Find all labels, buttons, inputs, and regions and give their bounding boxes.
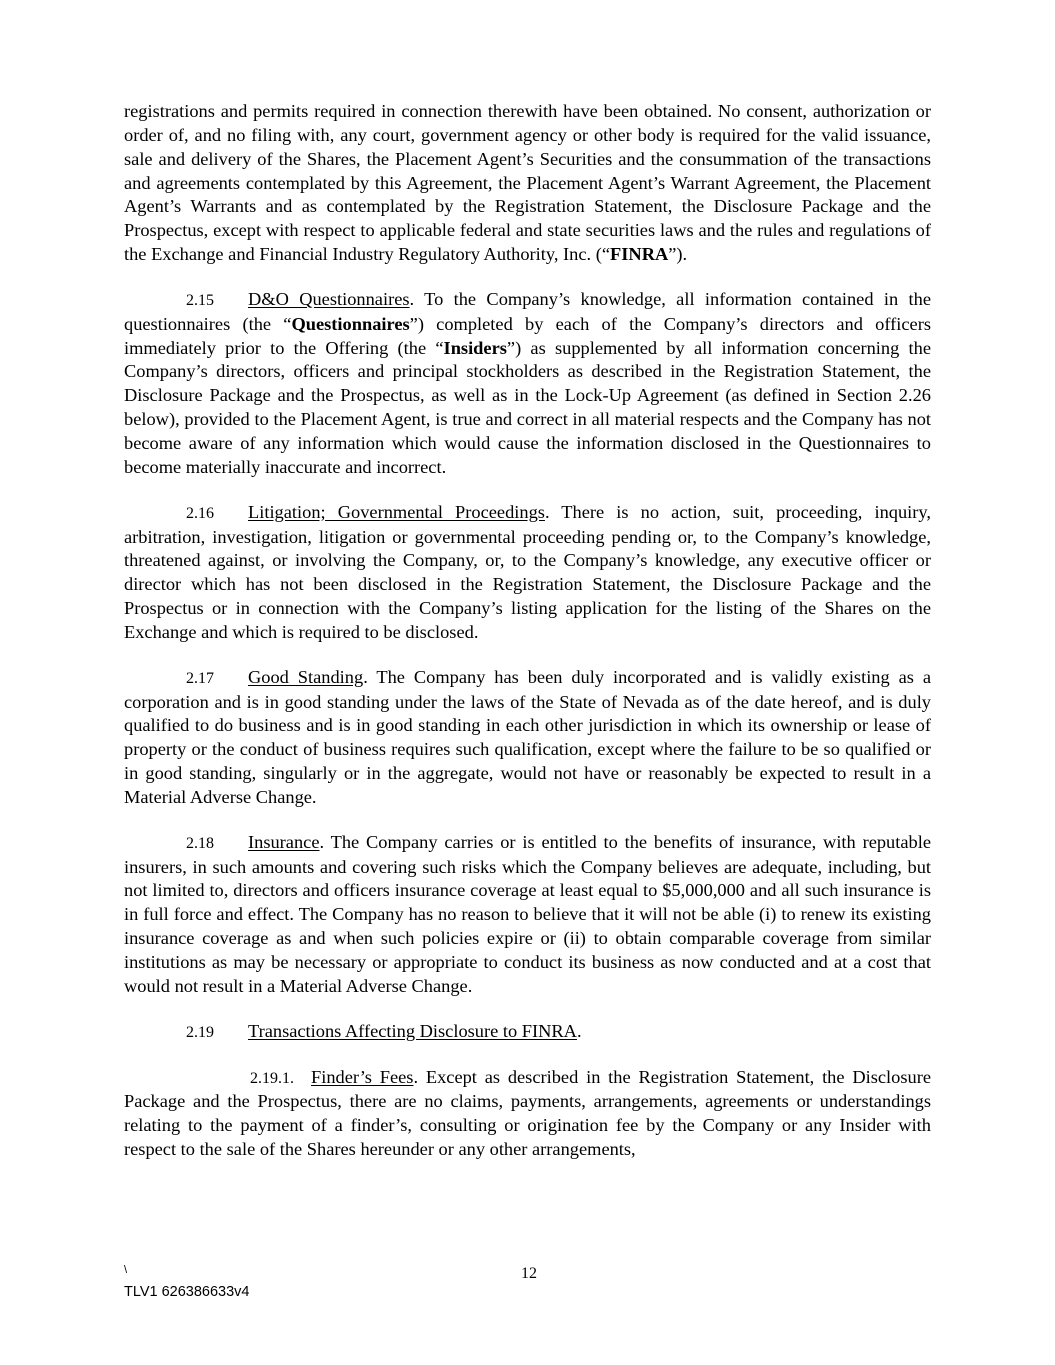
section-2-17	[124, 666, 931, 810]
section-number: 2.15	[186, 291, 214, 309]
section-heading: Insurance	[248, 831, 320, 852]
section-heading: Good Standing	[248, 666, 364, 687]
section-2-16	[124, 501, 931, 645]
paragraph-text: . There is no action, suit, proceeding, inquiry, arbitration, investigation, litigation or governmental proceeding pending or, to the Company’s knowledge, threatened against, or involving the Company, or, to the Company’s knowledge, any executive officer or director which has not been disclosed in the Registration Statement, the Disclosure Package and the Prospectus or in connection with the Company’s listing application for the listing of the Shares on the Exchange and which is required to be disclosed.	[124, 501, 931, 642]
page-number: 12	[521, 1265, 537, 1282]
paragraph-text: ”) as supplemented by all information concerning the Company’s directors, officers and principal stockholders as described in the Registration Statement, the Disclosure Package and the Prospectus, as well as in the Lock-Up Agreement (as defined in Section 2.26 below), provided to the Placement Agent, is true and correct in all material respects and the Company has not become aware of any information which would cause the information disclosed in the Questionnaires to become materially inaccurate and incorrect.	[124, 337, 931, 477]
paragraph-text: ”) completed by each of the Company’s directors and officers immediately prior to the Offering (the “	[124, 313, 931, 358]
document-id: TLV1 626386633v4	[124, 1284, 250, 1300]
paragraph-text: . The Company carries or is entitled to the benefits of insurance, with reputable insurers, in such amounts and covering such risks which the Company believes are adequate, including, but not limited to, directors and officers insurance coverage at least equal to $5,000,000 and all such insurance is in full force and effect. The Company has no reason to believe that it will not be able (i) to renew its existing insurance coverage as and when such policies expire or (ii) to obtain comparable coverage from similar institutions as may be necessary or appropriate to conduct its business as now conducted and at a cost that would not result in a Material Adverse Change.	[124, 831, 931, 996]
paragraph	[124, 100, 931, 267]
paragraph-text: . To the Company’s knowledge, all information contained in the questionnaires (the “	[124, 288, 931, 334]
defined-term: FINRA	[610, 244, 669, 265]
section-heading: D&O Questionnaires	[248, 288, 410, 309]
document-body	[124, 100, 931, 1183]
paragraph-text: . The Company has been duly incorporated and is validly existing as a corporation and is in good standing under the laws of the State of Nevada as of the date hereof, and is duly qualified to do business and is in good standing in each other jurisdiction in which its ownership or lease of property or the conduct of business requires such qualification, except where the failure to be so qualified or in good standing, singularly or in the aggregate, would not have or reasonably be expected to result in a Material Adverse Change.	[124, 666, 932, 807]
paragraph-text: .	[576, 1020, 582, 1041]
paragraph-text: ”).	[668, 244, 688, 265]
section-2-19-1	[124, 1066, 931, 1162]
footer-mark: \	[124, 1264, 128, 1276]
defined-term: Insiders	[443, 337, 507, 358]
paragraph-text: . Except as described in the Registration Statement, the Disclosure Package and the Prospectus, there are no claims, payments, arrangements, agreements or understandings relating to the payment of a finder’s, consulting or origination fee by the Company or any Insider with respect to the sale of the Shares hereunder or any other arrangements,	[124, 1066, 931, 1160]
section-number: 2.16	[186, 504, 214, 522]
section-number: 2.19	[186, 1023, 214, 1041]
section-number: 2.18	[186, 834, 214, 852]
section-number: 2.17	[186, 669, 214, 687]
section-heading: Transactions Affecting Disclosure to FINRA	[248, 1020, 577, 1041]
paragraph-text: registrations and permits required in connection therewith have been obtained. No consent, authorization or order of, and no filing with, any court, government agency or other body is required for the valid issuance, sale and delivery of the Shares, the Placement Agent’s Securities and the consummation of the transactions and agreements contemplated by this Agreement, the Placement Agent’s Warrant Agreement, the Placement Agent’s Warrants and as contemplated by the Registration Statement, the Disclosure Package and the Prospectus, except with respect to applicable federal and state securities laws and the rules and regulations of the Exchange and Financial Industry Regulatory Authority, Inc. (“	[124, 101, 931, 265]
section-heading: Litigation; Governmental Proceedings	[248, 501, 545, 522]
section-2-18	[124, 831, 931, 999]
section-2-15	[124, 288, 931, 480]
section-2-19	[124, 1020, 931, 1045]
defined-term: Questionnaires	[291, 313, 410, 334]
section-number: 2.19.1.	[250, 1069, 294, 1087]
section-heading: Finder’s Fees	[311, 1066, 414, 1087]
